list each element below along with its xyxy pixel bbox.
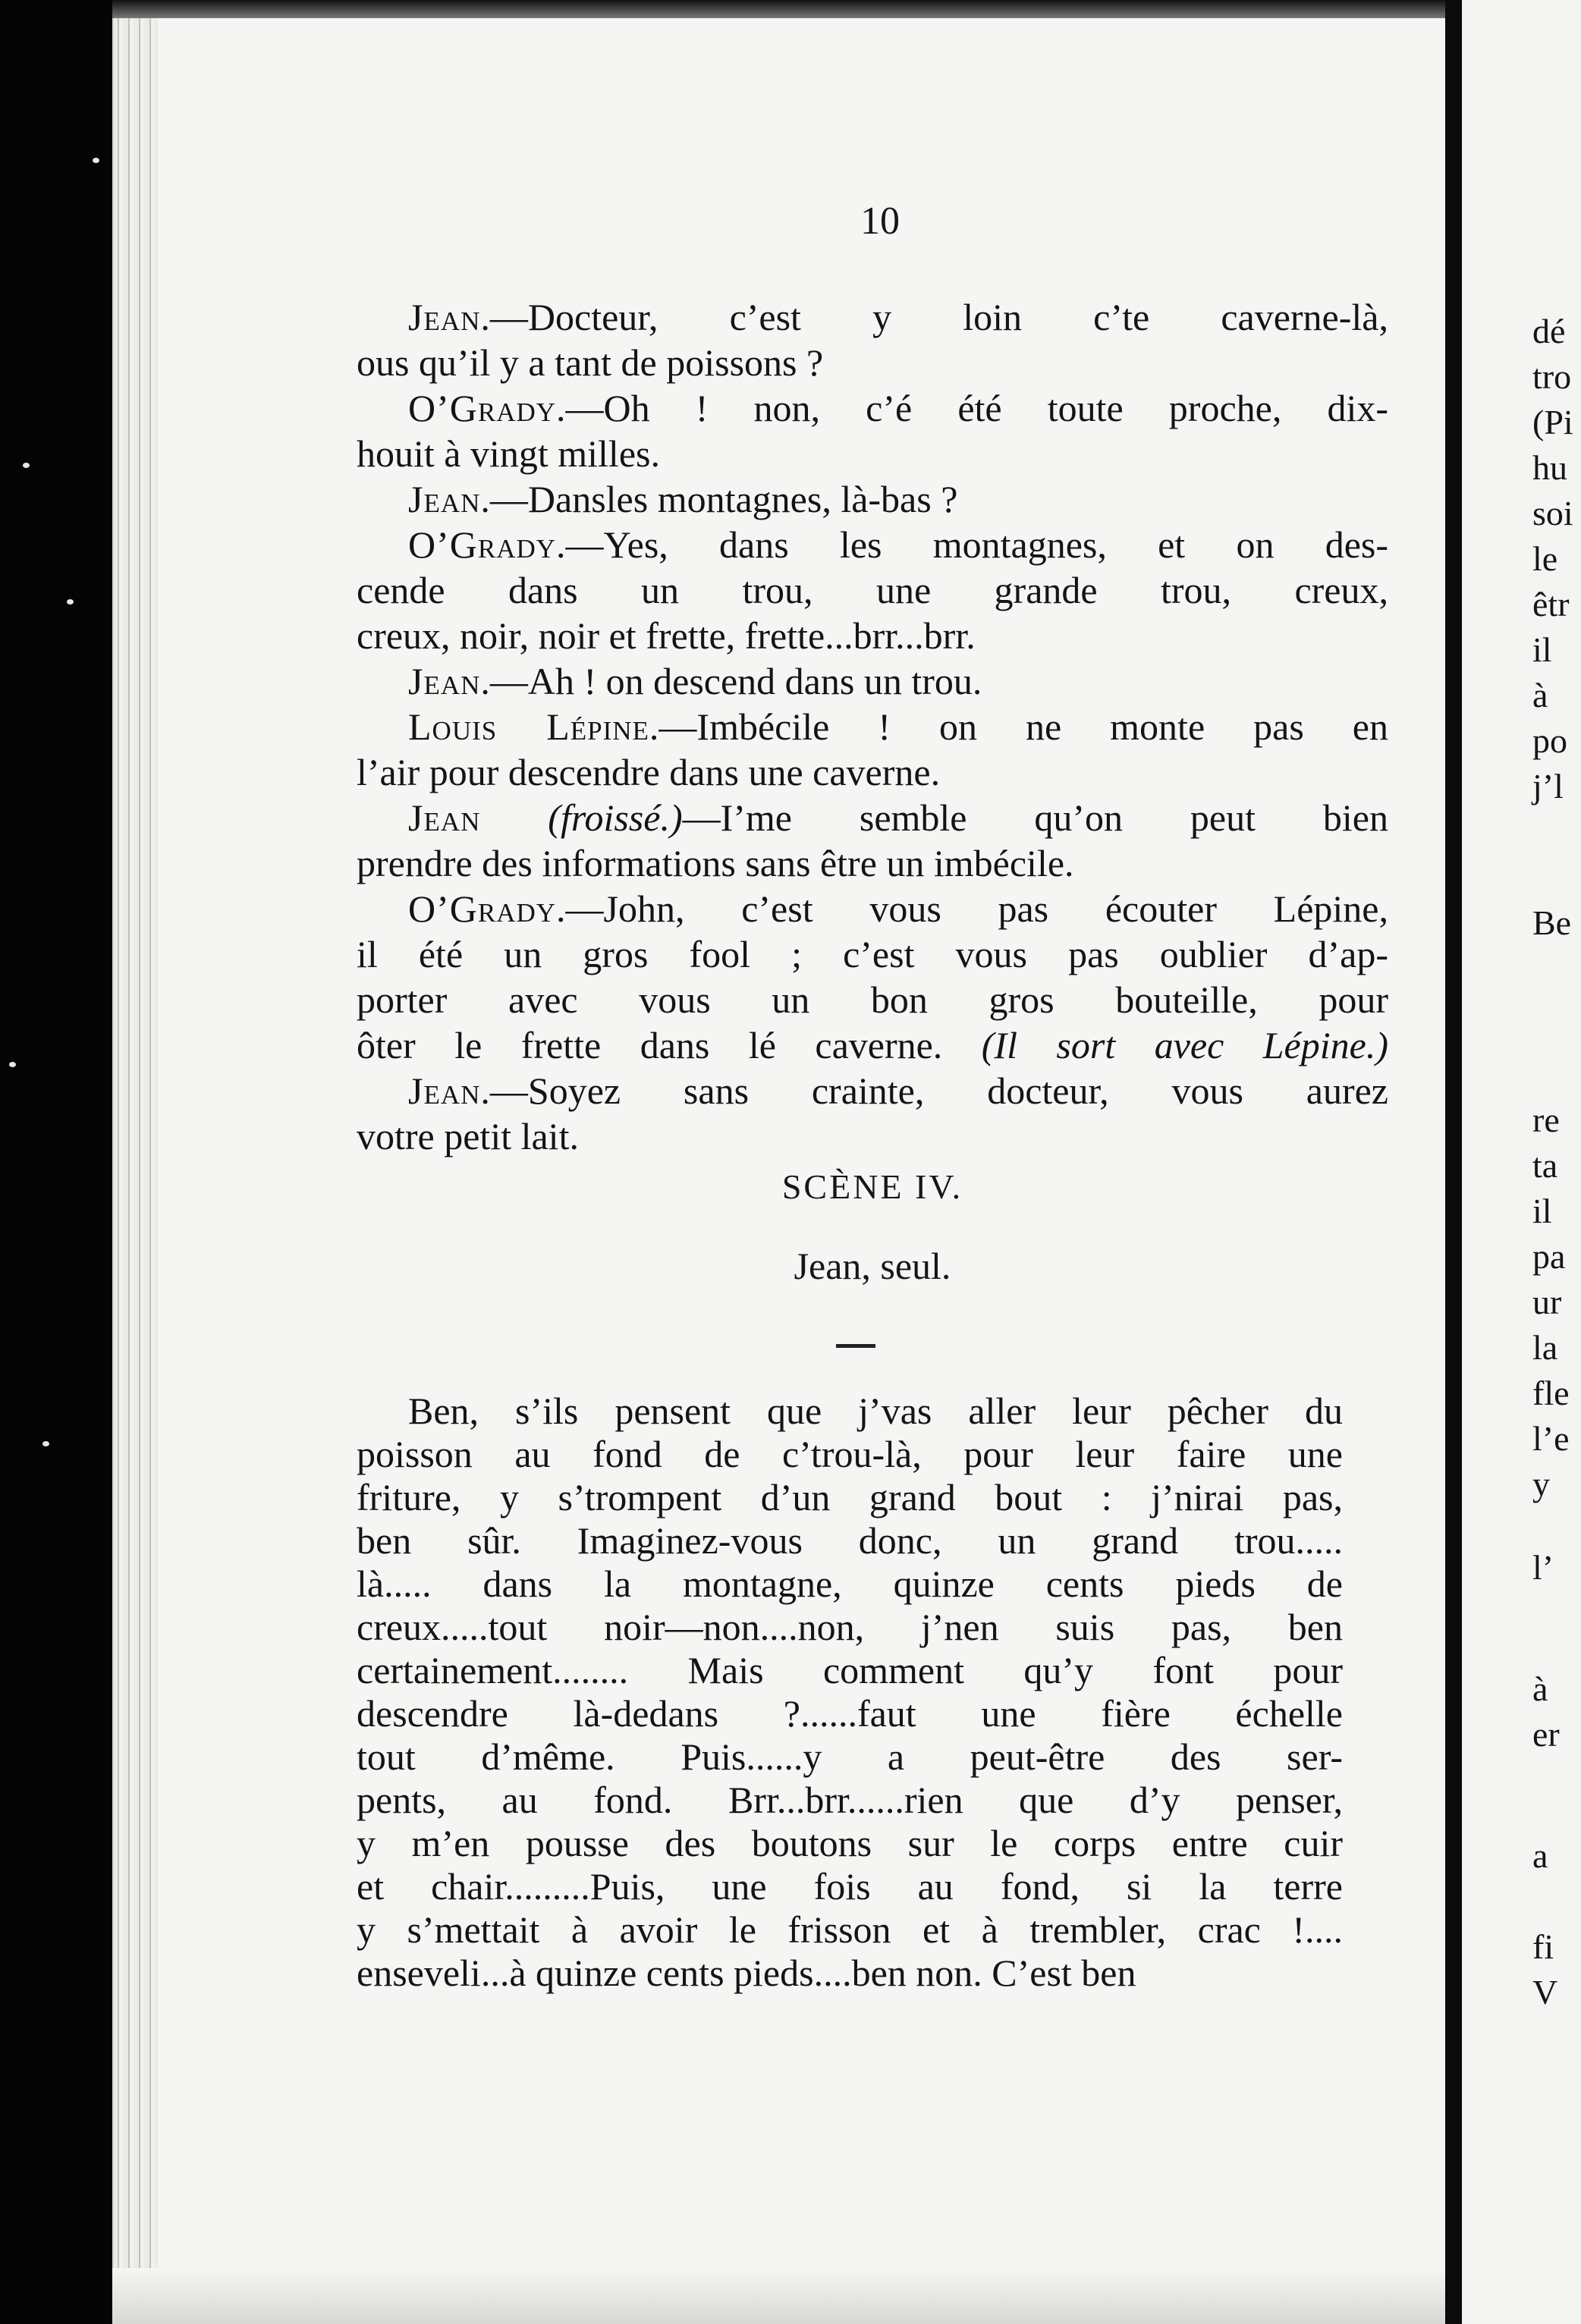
dialogue-text: .—Soyez sans crainte, docteur, vous aurez: [480, 1069, 1388, 1112]
dialogue-text: .—Imbécile ! on ne monte pas en: [649, 705, 1388, 748]
book-gutter: [1445, 0, 1462, 2324]
dust-speck: [67, 599, 74, 605]
monologue-line: friture, y s’trompent d’un grand bout : j’nirai pas,: [357, 1476, 1343, 1518]
dialogue-text: il été un gros fool ; c’est vous pas oublier d’ap-: [357, 933, 1388, 975]
next-page-text-fragment: le: [1532, 539, 1558, 578]
speaker-name: Louis Lépine: [408, 705, 649, 748]
next-page-text-fragment: la: [1532, 1328, 1558, 1367]
next-page-text-fragment: V: [1532, 1973, 1558, 2012]
dust-speck: [9, 1062, 16, 1067]
monologue-line: certainement........ Mais comment qu’y font pour: [357, 1649, 1343, 1691]
speaker-name: Jean: [408, 296, 481, 338]
page-bottom-shadow: [112, 2268, 1451, 2324]
next-page-text-fragment: à: [1532, 676, 1548, 714]
dialogue-text: .—Dansles montagnes, là-bas ?: [480, 478, 958, 520]
speaker-name: Jean: [408, 660, 481, 702]
monologue-block: [357, 1390, 1343, 1995]
speaker-name: O’Grady: [408, 523, 557, 566]
monologue-line: tout d’même. Puis......y a peut-être des ser-: [357, 1735, 1343, 1778]
dialogue-text: cende dans un trou, une grande trou, creux,: [357, 569, 1388, 611]
dialogue-line: [357, 749, 1388, 795]
speaker-name: Jean: [408, 796, 481, 839]
next-page-text-fragment: a: [1532, 1836, 1548, 1875]
dialogue-text: —I’me semble qu’on peut bien: [682, 796, 1388, 839]
next-page-text-fragment: po: [1532, 721, 1567, 760]
monologue-line: creux.....tout noir—non....non, j’nen suis pas, ben: [357, 1606, 1343, 1648]
dialogue-line: [357, 522, 1388, 567]
dust-speck: [93, 158, 99, 163]
dialogue-text: prendre des informations sans être un imbécile.: [357, 842, 1074, 884]
dialogue-text: ôter le frette dans lé caverne.: [357, 1024, 982, 1066]
dust-speck: [42, 1441, 49, 1446]
dialogue-line: [357, 476, 1388, 522]
next-page-text-fragment: er: [1532, 1715, 1560, 1754]
dialogue-line: [357, 431, 1388, 476]
page-top-shadow: [112, 0, 1451, 18]
next-page-text-fragment: fi: [1532, 1927, 1554, 1966]
dialogue-line: [357, 340, 1388, 385]
dialogue-line: [357, 795, 1388, 840]
dialogue-text: .—John, c’est vous pas écouter Lépine,: [556, 887, 1388, 930]
dialogue-text: [480, 796, 548, 839]
dialogue-text: porter avec vous un bon gros bouteille, pour: [357, 978, 1388, 1021]
dialogue-line: [357, 1022, 1388, 1068]
dialogue-text: ous qu’il y a tant de poissons ?: [357, 341, 824, 384]
page-number: 10: [860, 199, 900, 243]
next-page-text-fragment: tro: [1532, 357, 1572, 396]
next-page-text-fragment: j’l: [1532, 767, 1564, 806]
dialogue-block: [357, 294, 1388, 1159]
monologue-line: ben sûr. Imaginez-vous donc, un grand trou.....: [357, 1519, 1343, 1562]
scan-margin: [0, 0, 114, 2324]
page-edge-shading: [112, 0, 158, 2324]
dialogue-text: .—Yes, dans les montagnes, et on des-: [556, 523, 1388, 566]
next-page-text-fragment: y: [1532, 1465, 1550, 1503]
monologue-line: y m’en pousse des boutons sur le corps entre cuir: [357, 1822, 1343, 1864]
dialogue-text: l’air pour descendre dans une caverne.: [357, 751, 941, 793]
scene-characters: Jean, seul.: [794, 1245, 951, 1287]
dialogue-text: houit à vingt milles.: [357, 432, 660, 475]
next-page-text-fragment: il: [1532, 1192, 1552, 1230]
next-page-text-fragment: il: [1532, 630, 1552, 669]
monologue-line: pents, au fond. Brr...brr......rien que d’y penser,: [357, 1779, 1343, 1821]
monologue-line: poisson au fond de c’trou-là, pour leur faire une: [357, 1433, 1343, 1475]
dialogue-text: .—Ah ! on descend dans un trou.: [480, 660, 982, 702]
dialogue-line: [357, 931, 1388, 977]
monologue-line: y s’mettait à avoir le frisson et à trembler, crac !....: [357, 1908, 1343, 1951]
next-page-text-fragment: fle: [1532, 1374, 1570, 1412]
monologue-line: et chair.........Puis, une fois au fond, si la terre: [357, 1865, 1343, 1908]
speaker-name: Jean: [408, 478, 481, 520]
dialogue-line: [357, 658, 1388, 704]
dialogue-line: [357, 840, 1388, 886]
scene-title: SCÈNE IV.: [781, 1167, 963, 1206]
monologue-line: là..... dans la montagne, quinze cents pieds de: [357, 1562, 1343, 1605]
next-page-text-fragment: ur: [1532, 1283, 1562, 1321]
next-page-text-fragment: l’e: [1532, 1419, 1570, 1458]
next-page-text-fragment: soi: [1532, 494, 1573, 532]
dialogue-line: [357, 704, 1388, 749]
dialogue-text: .—Docteur, c’est y loin c’te caverne-là,: [480, 296, 1388, 338]
speaker-name: O’Grady: [408, 387, 557, 429]
next-page-text-fragment: dé: [1532, 312, 1566, 350]
stage-direction: (Il sort avec Lépine.): [981, 1024, 1388, 1066]
dialogue-line: [357, 977, 1388, 1022]
next-page-text-fragment: à: [1532, 1669, 1548, 1708]
next-page-text-fragment: l’: [1532, 1548, 1554, 1587]
dialogue-line: [357, 886, 1388, 931]
next-page-text-fragment: êtr: [1532, 585, 1570, 623]
dialogue-text: .—Oh ! non, c’é été toute proche, dix-: [556, 387, 1388, 429]
next-page-text-fragment: hu: [1532, 448, 1567, 487]
scene-separator: [836, 1344, 875, 1348]
dialogue-line: [357, 567, 1388, 613]
next-page-text-fragment: ta: [1532, 1146, 1558, 1185]
dialogue-line: [357, 294, 1388, 340]
stage-direction: (froissé.): [548, 796, 683, 839]
dust-speck: [23, 463, 30, 468]
monologue-line: enseveli...à quinze cents pieds....ben non. C’est ben: [357, 1952, 1136, 1994]
speaker-name: Jean: [408, 1069, 481, 1112]
monologue-line: descendre là-dedans ?......faut une fière échelle: [357, 1692, 1343, 1735]
next-page-text-fragment: (Pi: [1532, 403, 1573, 441]
speaker-name: O’Grady: [408, 887, 557, 930]
next-page-text-fragment: re: [1532, 1101, 1560, 1139]
dialogue-line: [357, 613, 1388, 658]
dialogue-line: [357, 1113, 1388, 1159]
dialogue-text: creux, noir, noir et frette, frette...brr...brr.: [357, 614, 976, 657]
dialogue-text: votre petit lait.: [357, 1115, 579, 1157]
dialogue-line: [357, 385, 1388, 431]
next-page-text-fragment: pa: [1532, 1237, 1566, 1276]
next-page-text-fragment: Be: [1532, 903, 1572, 942]
monologue-line: Ben, s’ils pensent que j’vas aller leur pêcher du: [408, 1390, 1343, 1432]
dialogue-line: [357, 1068, 1388, 1113]
